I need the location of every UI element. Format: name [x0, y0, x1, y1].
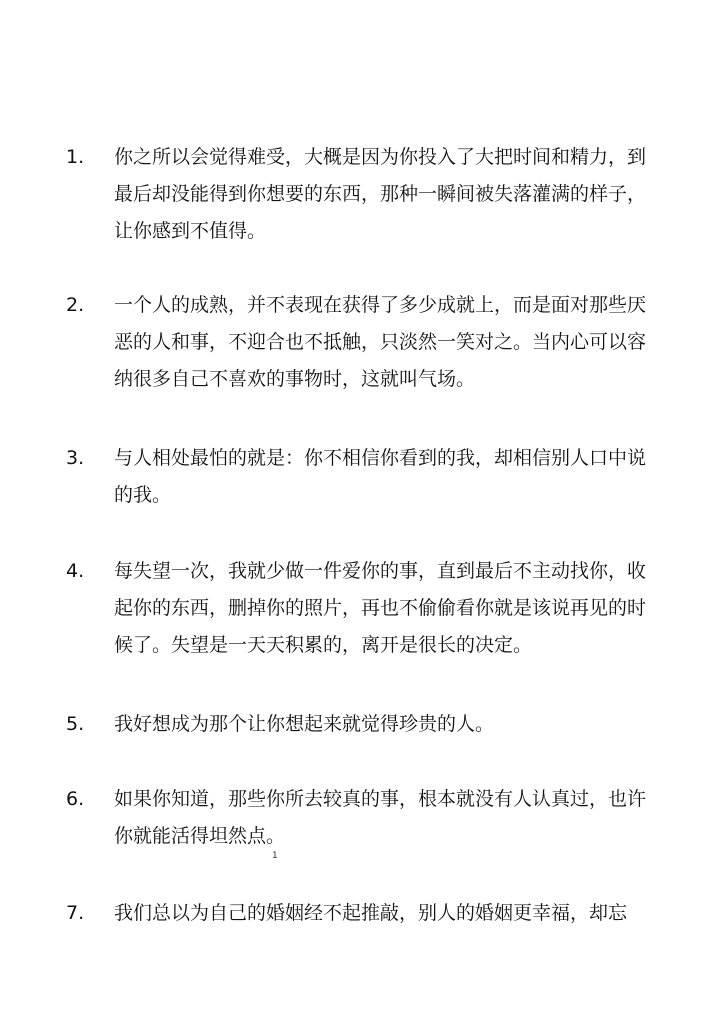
list-item-number: 3.	[66, 447, 85, 469]
list-item-number: 1.	[66, 146, 85, 168]
list-item-number: 5.	[66, 713, 85, 735]
list-item-number: 2.	[66, 294, 85, 316]
list-item-number: 7.	[66, 902, 85, 924]
list-item-text: 我们总以为自己的婚姻经不起推敲，别人的婚姻更幸福，却忘	[114, 902, 628, 924]
page-number: 1	[272, 851, 278, 861]
list-item-number: 6.	[66, 788, 85, 810]
list-item-text: 我好想成为那个让你想起来就觉得珍贵的人。	[114, 713, 495, 735]
list-item-text: 一个人的成熟，并不表现在获得了多少成就上，而是面对那些厌恶的人和事，不迎合也不抵触，只淡然一笑对之。当内心可以容纳很多自己不喜欢的事物时，这就叫气场。	[114, 294, 647, 390]
list-item-number: 4.	[66, 560, 85, 582]
list-item-text: 如果你知道，那些你所去较真的事，根本就没有人认真过，也许你就能活得坦然点。	[114, 788, 647, 847]
list-item-text: 与人相处最怕的就是：你不相信你看到的我，却相信别人口中说的我。	[114, 447, 647, 506]
list-item-text: 你之所以会觉得难受，大概是因为你投入了大把时间和精力，到最后却没能得到你想要的东西，那种一瞬间被失落灌满的样子，让你感到不值得。	[114, 146, 647, 242]
list-item-text: 每失望一次，我就少做一件爱你的事，直到最后不主动找你，收起你的东西，删掉你的照片，再也不偷偷看你就是该说再见的时候了。失望是一天天积累的，离开是很长的决定。	[114, 560, 647, 656]
